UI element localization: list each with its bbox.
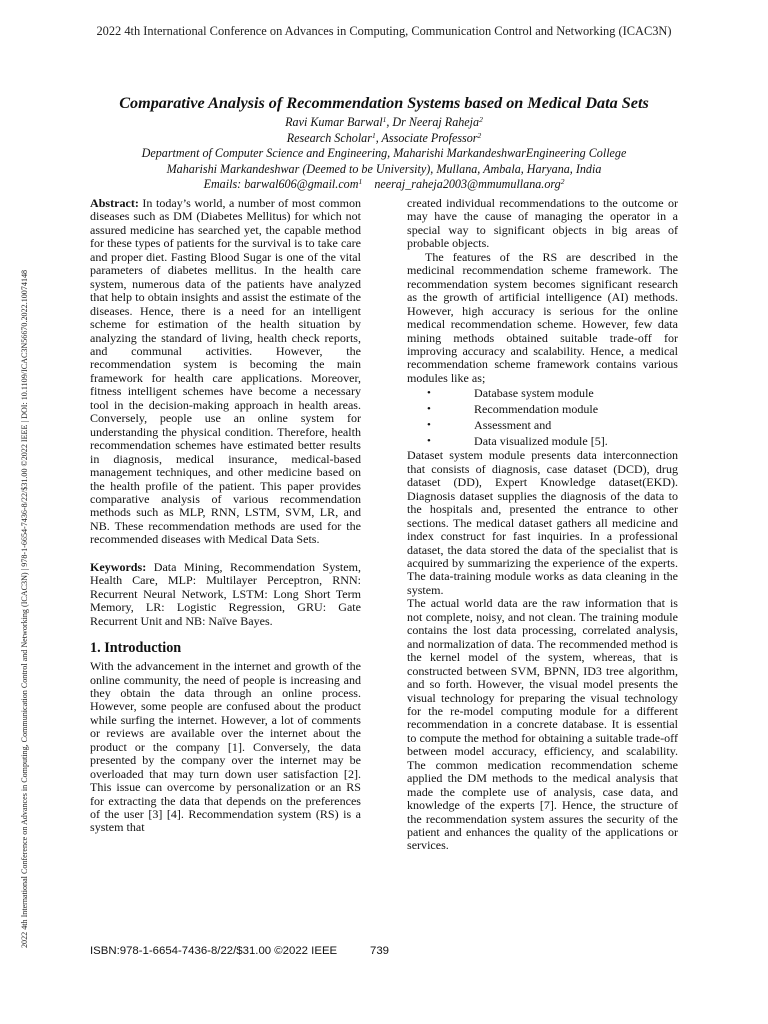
author-roles [60,131,708,147]
email-2-sup: 2 [560,177,565,186]
list-item-label: Assessment and [474,418,552,433]
isbn-footer: ISBN:978-1-6654-7436-8/22/$31.00 ©2022 IEEE [90,945,338,957]
list-item [407,401,678,417]
keywords-label: Keywords: [90,559,147,574]
list-item [407,417,678,433]
author-2-sup: 2 [479,115,483,124]
left-column [90,197,361,835]
list-item [407,433,678,449]
list-item [407,385,678,401]
author-1-sup: 1 [382,115,387,124]
author-emails [60,177,708,193]
section-heading-introduction: 1. Introduction [90,640,182,657]
list-item-label: Database system module [474,386,594,401]
training-module-paragraph: The actual world data are the raw information that is not complete, noisy, and not clean. The training module contains the lost data processing, correlated analysis, and normalization of data. The recommended method is the kernel model of the system, whereas, that is constructed between SVM, BPNN, ID3 tree algorithm, and so forth. However, the visual model presents the visual technology for preparing the visual technology for the re-model computing module for a different recommendation in a concrete database. It is essential to compute the method for obtaining a suitable trade-off between model accuracy, efficiency, and scalability. The common medication recommendation scheme applied the DM methods to the medical analysis that made the complete use of analysis, case data, and knowledge of the experts [7]. Hence, the structure of the recommendation system assures the security of the patient and enhances the quality of the applications or services. [407,596,678,853]
abstract-text: In today’s world, a number of most common diseases such as DM (Diabetes Mellitus) for which not assured medicine has searched yet, the capable method for these types of patients for the survival is to take care and proper diet. Fasting Blood Sugar is one of the vital parameters of diabetes mellitus. In the health care system, numerous data of the patients have analyzed that help to obtain insights and assist the estimate of the diseases. Hence, there is a need for an intelligent scheme for estimation of the health situation by analyzing the standard of living, health check reports, and communal activities. However, the recommendation system is becoming the main framework for health care applications. Moreover, fitness intelligent schemes have become a necessary tool in the decision-making approach in health areas. Conversely, people use an online system for understanding the physical condition. Therefore, health recommendation schemes have estimated better results in diagnosis, medical insurance, medical-based management techniques, and other medicine based on the health profile of the patient. This paper provides comparative analysis of various recommendation methods such as MLP, RNN, LSTM, SVM, LR, and NB. These recommendation methods are used for the recommended diseases with Medical Data Sets. [90,196,361,547]
bullet-icon: • [427,387,431,400]
email-label: Emails: barwal606@gmail.com [203,177,359,191]
right-column [407,197,678,853]
dataset-module-paragraph: Dataset system module presents data interconnection that consists of diagnosis, case dataset (DCD), drug dataset (DD), Expert Knowledge dataset(EKD). Diagnosis dataset supplies the diagnosis of the data to the hospitals and, presented the entrance to other sections. The medical dataset gathers all medicine and index construct for fast inquiries. In a professional dataset, the data stored the data of the specialist that is acquired by summarizing the experience of the experts. The data-training module works as data cleaning in the system. [407,448,678,597]
rs-features-paragraph: The features of the RS are described in the medicinal recommendation scheme framework. The recommendation system becomes significant research as the growth of artificial intelligence (AI) methods. However, high accuracy is serious for the online medical recommendation scheme. However, few data mining methods obtained suitable trade-off for improving accuracy and scalability. Hence, a medical recommendation scheme framework contains various modules like as; [407,249,678,385]
affiliation-department: Department of Computer Science and Engineering, Maharishi MarkandeshwarEngineering College [141,146,627,160]
abstract-paragraph [90,197,361,547]
author-1-name: Ravi Kumar Barwal [285,115,383,129]
list-item-label: Recommendation module [474,402,599,417]
paper-title: Comparative Analysis of Recommendation Systems based on Medical Data Sets [119,94,649,112]
role-separator: , [375,130,382,145]
list-item-label: Data visualized module [5]. [474,434,608,449]
role-1-sup: 1 [371,130,376,140]
module-list [407,385,678,449]
email-2: neeraj_raheja2003@mmumullana.org [374,177,561,191]
author-block [60,115,708,193]
author-2-name: Dr Neeraj Raheja [392,115,480,129]
keywords-paragraph [90,561,361,628]
introduction-paragraph: With the advancement in the internet and growth of the online community, the need of people is increasing and they obtain the data through an online process. However, some people are confused about the product while surfing the internet. However, a lot of comments or reviews are available over the internet about the product or the company [1]. Conversely, the data presented by the company over the internet may be overloaded that may turn down user satisfaction [2]. This issue can overcome by personalization or an RS for extracting the data that depends on the preferences of the user [3] [4]. Recommendation system (RS) is a system that [90,659,361,835]
author-names [60,115,708,131]
page-number: 739 [370,945,390,957]
keywords-text: Data Mining, Recommendation System, Health Care, MLP: Multilayer Perceptron, RNN: Recurrent Neural Network, LSTM: Long Short Term Memory, LR: Logistic Regression, GRU: Gate Recurrent Unit and NB: Naïve Bayes. [90,559,361,628]
author-separator: , [386,115,393,129]
role-2-sup: 2 [477,130,482,140]
doi-side-strip: 2022 4th International Conference on Advances in Computing, Communication Control and Networking (ICAC3N) | 978-1-6654-7436-8/22/$31.00 ©2022 IEEE | DOI: 10.1109/ICAC3N56670.2022.10074148 [20,269,29,948]
role-2: Associate Professor [381,130,478,145]
role-1: Research Scholar [286,130,372,145]
bullet-icon: • [427,403,431,416]
affiliation-university: Maharishi Markandeshwar (Deemed to be University), Mullana, Ambala, Haryana, India [166,161,602,176]
email-1-sup: 1 [358,177,363,186]
conference-header: 2022 4th International Conference on Advances in Computing, Communication Control and Networking (ICAC3N) [96,24,672,38]
bullet-icon: • [427,435,431,448]
rs-definition-paragraph: created individual recommendations to the outcome or may have the cause of managing the operator in a special way to significant objects in big areas of probable objects. [407,196,678,251]
abstract-label: Abstract: [90,196,139,210]
bullet-icon: • [427,419,431,432]
